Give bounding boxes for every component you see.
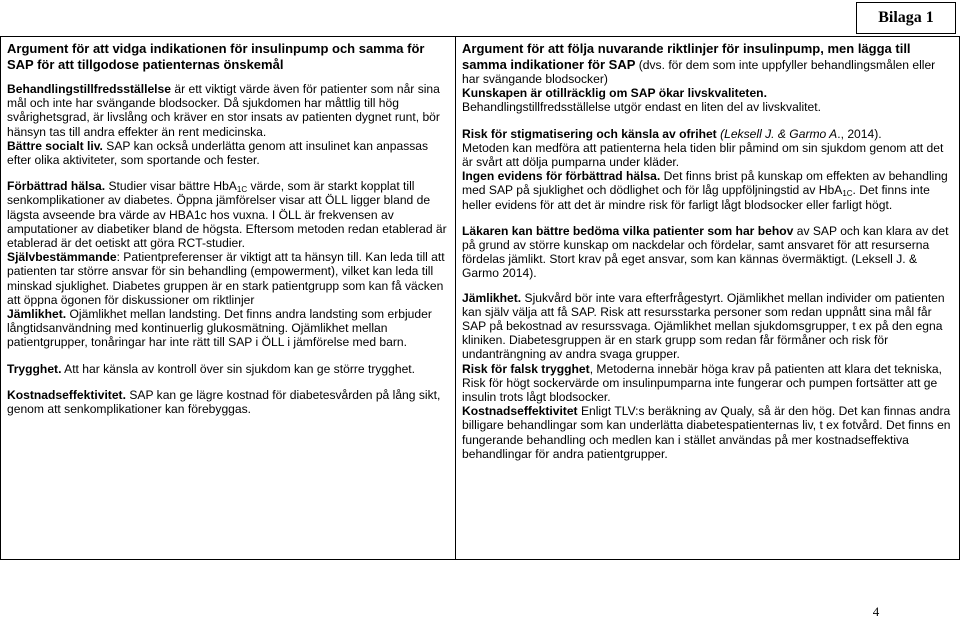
left-column: [1, 37, 456, 560]
left-paragraph-social-life: Bättre socialt liv. SAP kan också underlätta genom att insulinet kan anpassas efter olika aktiviteter, som sportande och fester.: [7, 138, 429, 168]
label: Kostnadseffektivitet: [462, 404, 578, 419]
right-paragraph-equality: Jämlikhet. Sjukvård bör inte vara efterfrågestyrt. Ojämlikhet mellan individer om patienten kan själv välja att få SAP. Risk att resursstarka personer som redan uppnått sina mål får SAP på bekostnad av resurssvaga. Ojämlikhet mellan sjukdomsgrupper, t ex på den egna kliniken. Diabetesgruppen är en stark grupp som redan får förmåner och risk för undanträngning av andra svaga grupper.: [462, 290, 945, 362]
right-paragraph-evidence: Ingen evidens för förbättrad hälsa. Det finns brist på kunskap om effekten av behandling med SAP på sjuklighet och dödlighet och för låg uppföljningstid av HbA$_{1C}$. Det finns inte heller evidens för att det är mindre risk för farligt lågt blodsocker eller farligt högt.: [462, 169, 948, 212]
page-number: 4: [872, 604, 880, 619]
label: Ingen evidens för förbättrad hälsa.: [462, 169, 661, 184]
label: Risk för stigmatisering och känsla av ofrihet: [462, 126, 717, 141]
label: Jämlikhet.: [7, 307, 67, 322]
right-paragraph-cost-effectiveness: Kostnadseffektivitet Enligt TLV:s beräkning av Qualy, så är den hög. Det kan finnas andra billigare behandlingar som kan underlätta diabetespatienternas liv, t ex fotvård. Det finns en fungerande behandling och medlen kan i stället användas på mer kostnadseffektiva behandlingar för andra patientgrupper.: [462, 404, 951, 461]
right-column: [456, 37, 960, 560]
label: Självbestämmande: [7, 250, 117, 265]
label: Jämlikhet.: [462, 290, 522, 305]
left-paragraph-health: Förbättrad hälsa. Studier visar bättre HbA$_{1C}$ värde, som är starkt kopplat till senkomplikationer av diabetes. Öppna jämförelser visar att ÖLL ligger bland de lägsta avseende bra värde av HBA1c hos vuxna. I ÖLL är frekvensen av amputationer av diabetiker bland de högsta. Eftersom metoden redan etablerad är etablerad är det oetiskt att göra RCT-studier.: [7, 179, 447, 251]
label: Risk för falsk trygghet: [462, 361, 590, 376]
left-paragraph-self-determination: Självbestämmande: Patientpreferenser är viktigt att ta hänsyn till. Kan leda till att patienten tar större ansvar för sin behandling (empowerment), vilket kan leda till minskad sjuklighet. Diabetes gruppen är en stark patientgrupp som kan få väcken att öppna ögonen för diskussioner om riktlinjer: [7, 250, 445, 307]
appendix-badge: Bilaga 1: [856, 2, 956, 34]
label: Behandlingstillfredsställelse: [7, 82, 171, 96]
left-paragraph-satisfaction: Behandlingstillfredsställelse är ett viktigt värde även för patienter som når sina mål och inte har svängande blodsocker. Då sjukdomen har måttlig till hög svårighetsgrad, är livslång och kräver en stor insats av patienten dygnet runt, bör hänsyn tas till andra effekter än rent medicinska.: [7, 82, 440, 139]
label: Trygghet.: [7, 361, 62, 376]
label: Läkaren kan bättre bedöma vilka patienter som har behov: [462, 223, 794, 238]
label: Förbättrad hälsa.: [7, 179, 106, 194]
left-column-title: Argument för att vidga indikationen för insulinpump och samma för SAP för att tillgodose patienternas önskemål: [7, 41, 425, 72]
label: Kostnadseffektivitet.: [7, 387, 126, 402]
left-paragraph-security: Trygghet. Att har känsla av kontroll över sin sjukdom kan ge större trygghet.: [7, 361, 416, 376]
right-paragraph-false-security: Risk för falsk trygghet, Metoderna innebär höga krav på patienten att klara det tekniska, Risk för högt sockervärde om insulinpumparna inte fungerar och pumpen fortsätter att ge insulin trots lågt blodsocker.: [462, 361, 942, 405]
right-column-title: Argument för att följa nuvarande riktlinjer för insulinpump, men lägga till samma indikationer för SAP (dvs. för dem som inte uppfyller behandlingsmålen eller har svängande blodsocker): [462, 41, 936, 86]
right-paragraph-stigma: Risk för stigmatisering och känsla av ofrihet (Leksell J. & Garmo A., 2014). Metoden kan medföra att patienterna hela tiden blir påmind om sin sjukdom genom att det är svårt att dölja pumparna under kläder.: [462, 126, 944, 170]
table-row: [1, 37, 960, 560]
label: Bättre socialt liv.: [7, 138, 103, 153]
argument-table: [0, 36, 960, 560]
right-paragraph-knowledge: Kunskapen är otillräcklig om SAP ökar livskvaliteten. Behandlingstillfredsställelse utgör endast en liten del av livskvalitet.: [462, 86, 821, 115]
right-paragraph-physician: Läkaren kan bättre bedöma vilka patienter som har behov av SAP och kan klara av det på grund av större kunskap om nackdelar och fördelar, samt ansvaret för att resurserna fördelas jämlikt. Stort krav på eget ansvar, som kan kännas övermäktigt. (Leksell J. & Garmo 2014).: [462, 223, 949, 281]
left-paragraph-equality: Jämlikhet. Ojämlikhet mellan landsting. Det finns andra landsting som erbjuder långtidsanvändning med kontinuerlig glukosmätning. Ojämlikhet mellan patientgrupper, tonåringar har inte rätt till SAP i ÖLL i jämförelse med barn.: [7, 307, 432, 350]
left-paragraph-cost-effectiveness: Kostnadseffektivitet. SAP kan ge lägre kostnad för diabetesvården på lång sikt, genom att senkomplikationer kan förebyggas.: [7, 387, 441, 417]
label: Kunskapen är otillräcklig om SAP ökar livskvaliteten.: [462, 86, 767, 101]
